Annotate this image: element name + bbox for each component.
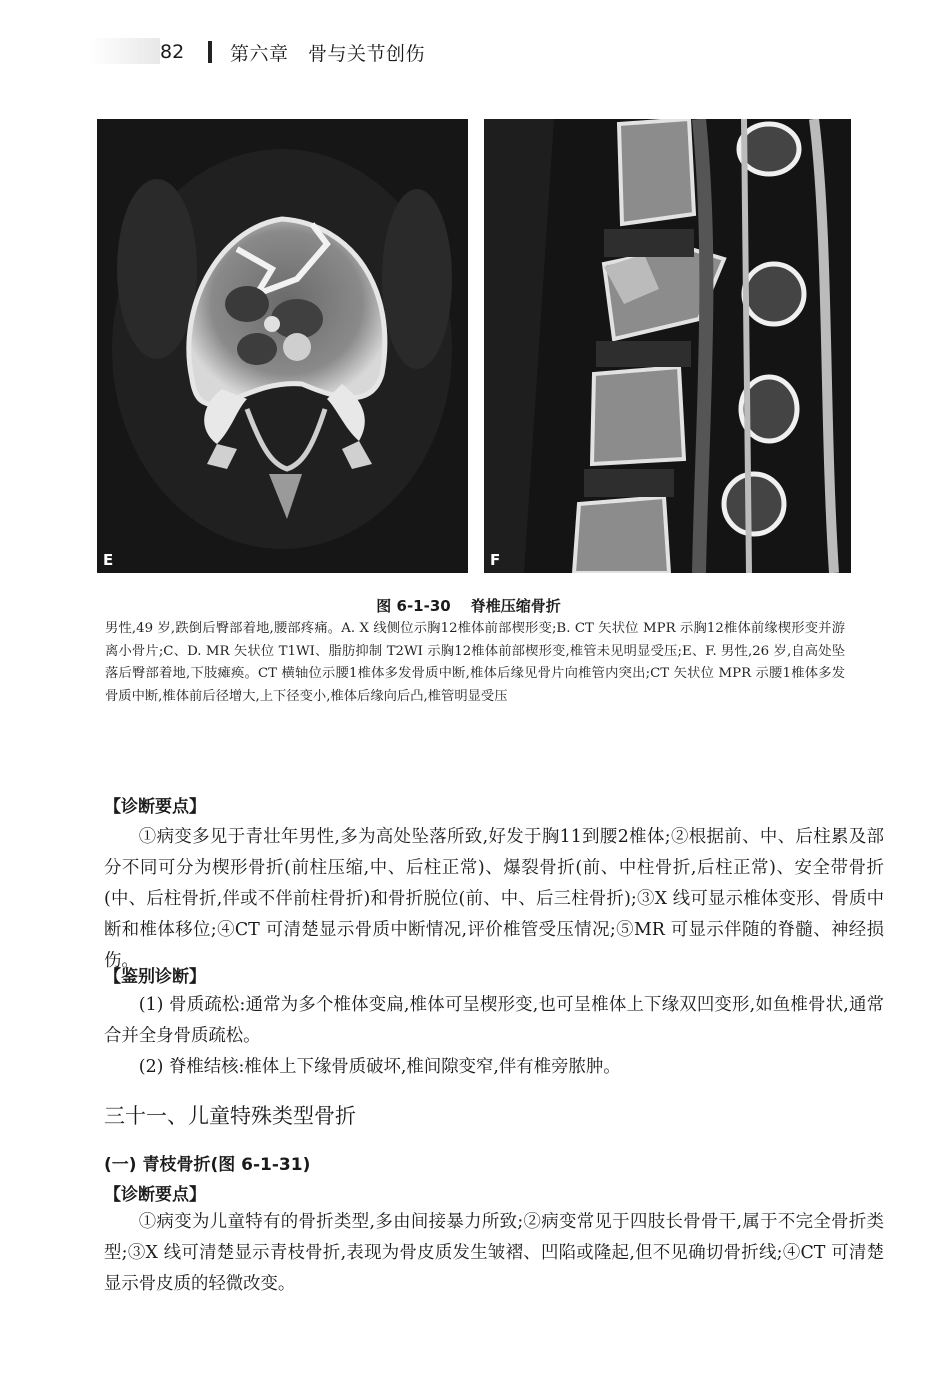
figure-caption-title — [0, 595, 937, 616]
axial-ct-image — [97, 119, 468, 573]
figure-caption-id: 图 6-1-30 — [376, 597, 451, 615]
diag-points-label-2: 【诊断要点】 — [104, 1185, 206, 1205]
subsection-heading-1: (一) 青枝骨折(图 6-1-31) — [104, 1155, 311, 1175]
page-number: 82 — [160, 41, 185, 63]
header-divider — [208, 41, 212, 63]
figure-caption-body: 男性,49 岁,跌倒后臀部着地,腰部疼痛。A. X 线侧位示胸12椎体前部楔形变;B. CT 矢状位 MPR 示胸12椎体前缘楔形变并游离小骨片;C、D. MR 矢状位 T1WI、脂肪抑制 T2WI 示胸12椎体前部楔形变,椎管未见明显受压;E、F. 男性,26 岁,自高处坠落后臀部着地,下肢瘫痪。CT 横轴位示腰1椎体多发骨质中断,椎体后缘见骨片向椎管内突出;CT 矢状位 MPR 示腰1椎体多发骨质中断,椎体前后径增大,上下径变小,椎体后缘向后凸,椎管明显受压 — [105, 621, 845, 704]
figure-panel-e — [97, 119, 468, 573]
panel-e-label: E — [103, 551, 114, 569]
panel-f-label: F — [490, 551, 501, 569]
header-shade — [90, 38, 160, 64]
page-header — [160, 36, 425, 68]
figure-caption-text: 脊椎压缩骨折 — [470, 597, 561, 615]
diag-points-label: 【诊断要点】 — [104, 797, 206, 817]
figure-panel-f — [484, 119, 851, 573]
chapter-title: 第六章 骨与关节创伤 — [230, 42, 426, 65]
diff-item-1: (1) 骨质疏松:通常为多个椎体变扁,椎体可呈楔形变,也可呈椎体上下缘双凹变形,如鱼椎骨状,通常合并全身骨质疏松。 — [104, 995, 884, 1046]
section-heading-31: 三十一、儿童特殊类型骨折 — [104, 1104, 356, 1128]
diag-points-text: ①病变多见于青壮年男性,多为高处坠落所致,好发于胸11到腰2椎体;②根据前、中、后柱累及部分不同可分为楔形骨折(前柱压缩,中、后柱正常)、爆裂骨折(前、中柱骨折,后柱正常)、安全带骨折(中、后柱骨折,伴或不伴前柱骨折)和骨折脱位(前、中、后三柱骨折);③X 线可显示椎体变形、骨质中断和椎体移位;④CT 可清楚显示骨质中断情况,评价椎管受压情况;⑤MR 可显示伴随的脊髓、神经损伤。 — [104, 827, 884, 971]
diag-points-text-2: ①病变为儿童特有的骨折类型,多由间接暴力所致;②病变常见于四肢长骨骨干,属于不完全骨折类型;③X 线可清楚显示青枝骨折,表现为骨皮质发生皱褶、凹陷或隆起,但不见确切骨折线;④CT 可清楚显示骨皮质的轻微改变。 — [104, 1212, 884, 1294]
sagittal-ct-image — [484, 119, 851, 573]
diff-diag-label: 【鉴别诊断】 — [104, 967, 206, 987]
diff-item-2: (2) 脊椎结核:椎体上下缘骨质破坏,椎间隙变窄,伴有椎旁脓肿。 — [138, 1057, 621, 1077]
